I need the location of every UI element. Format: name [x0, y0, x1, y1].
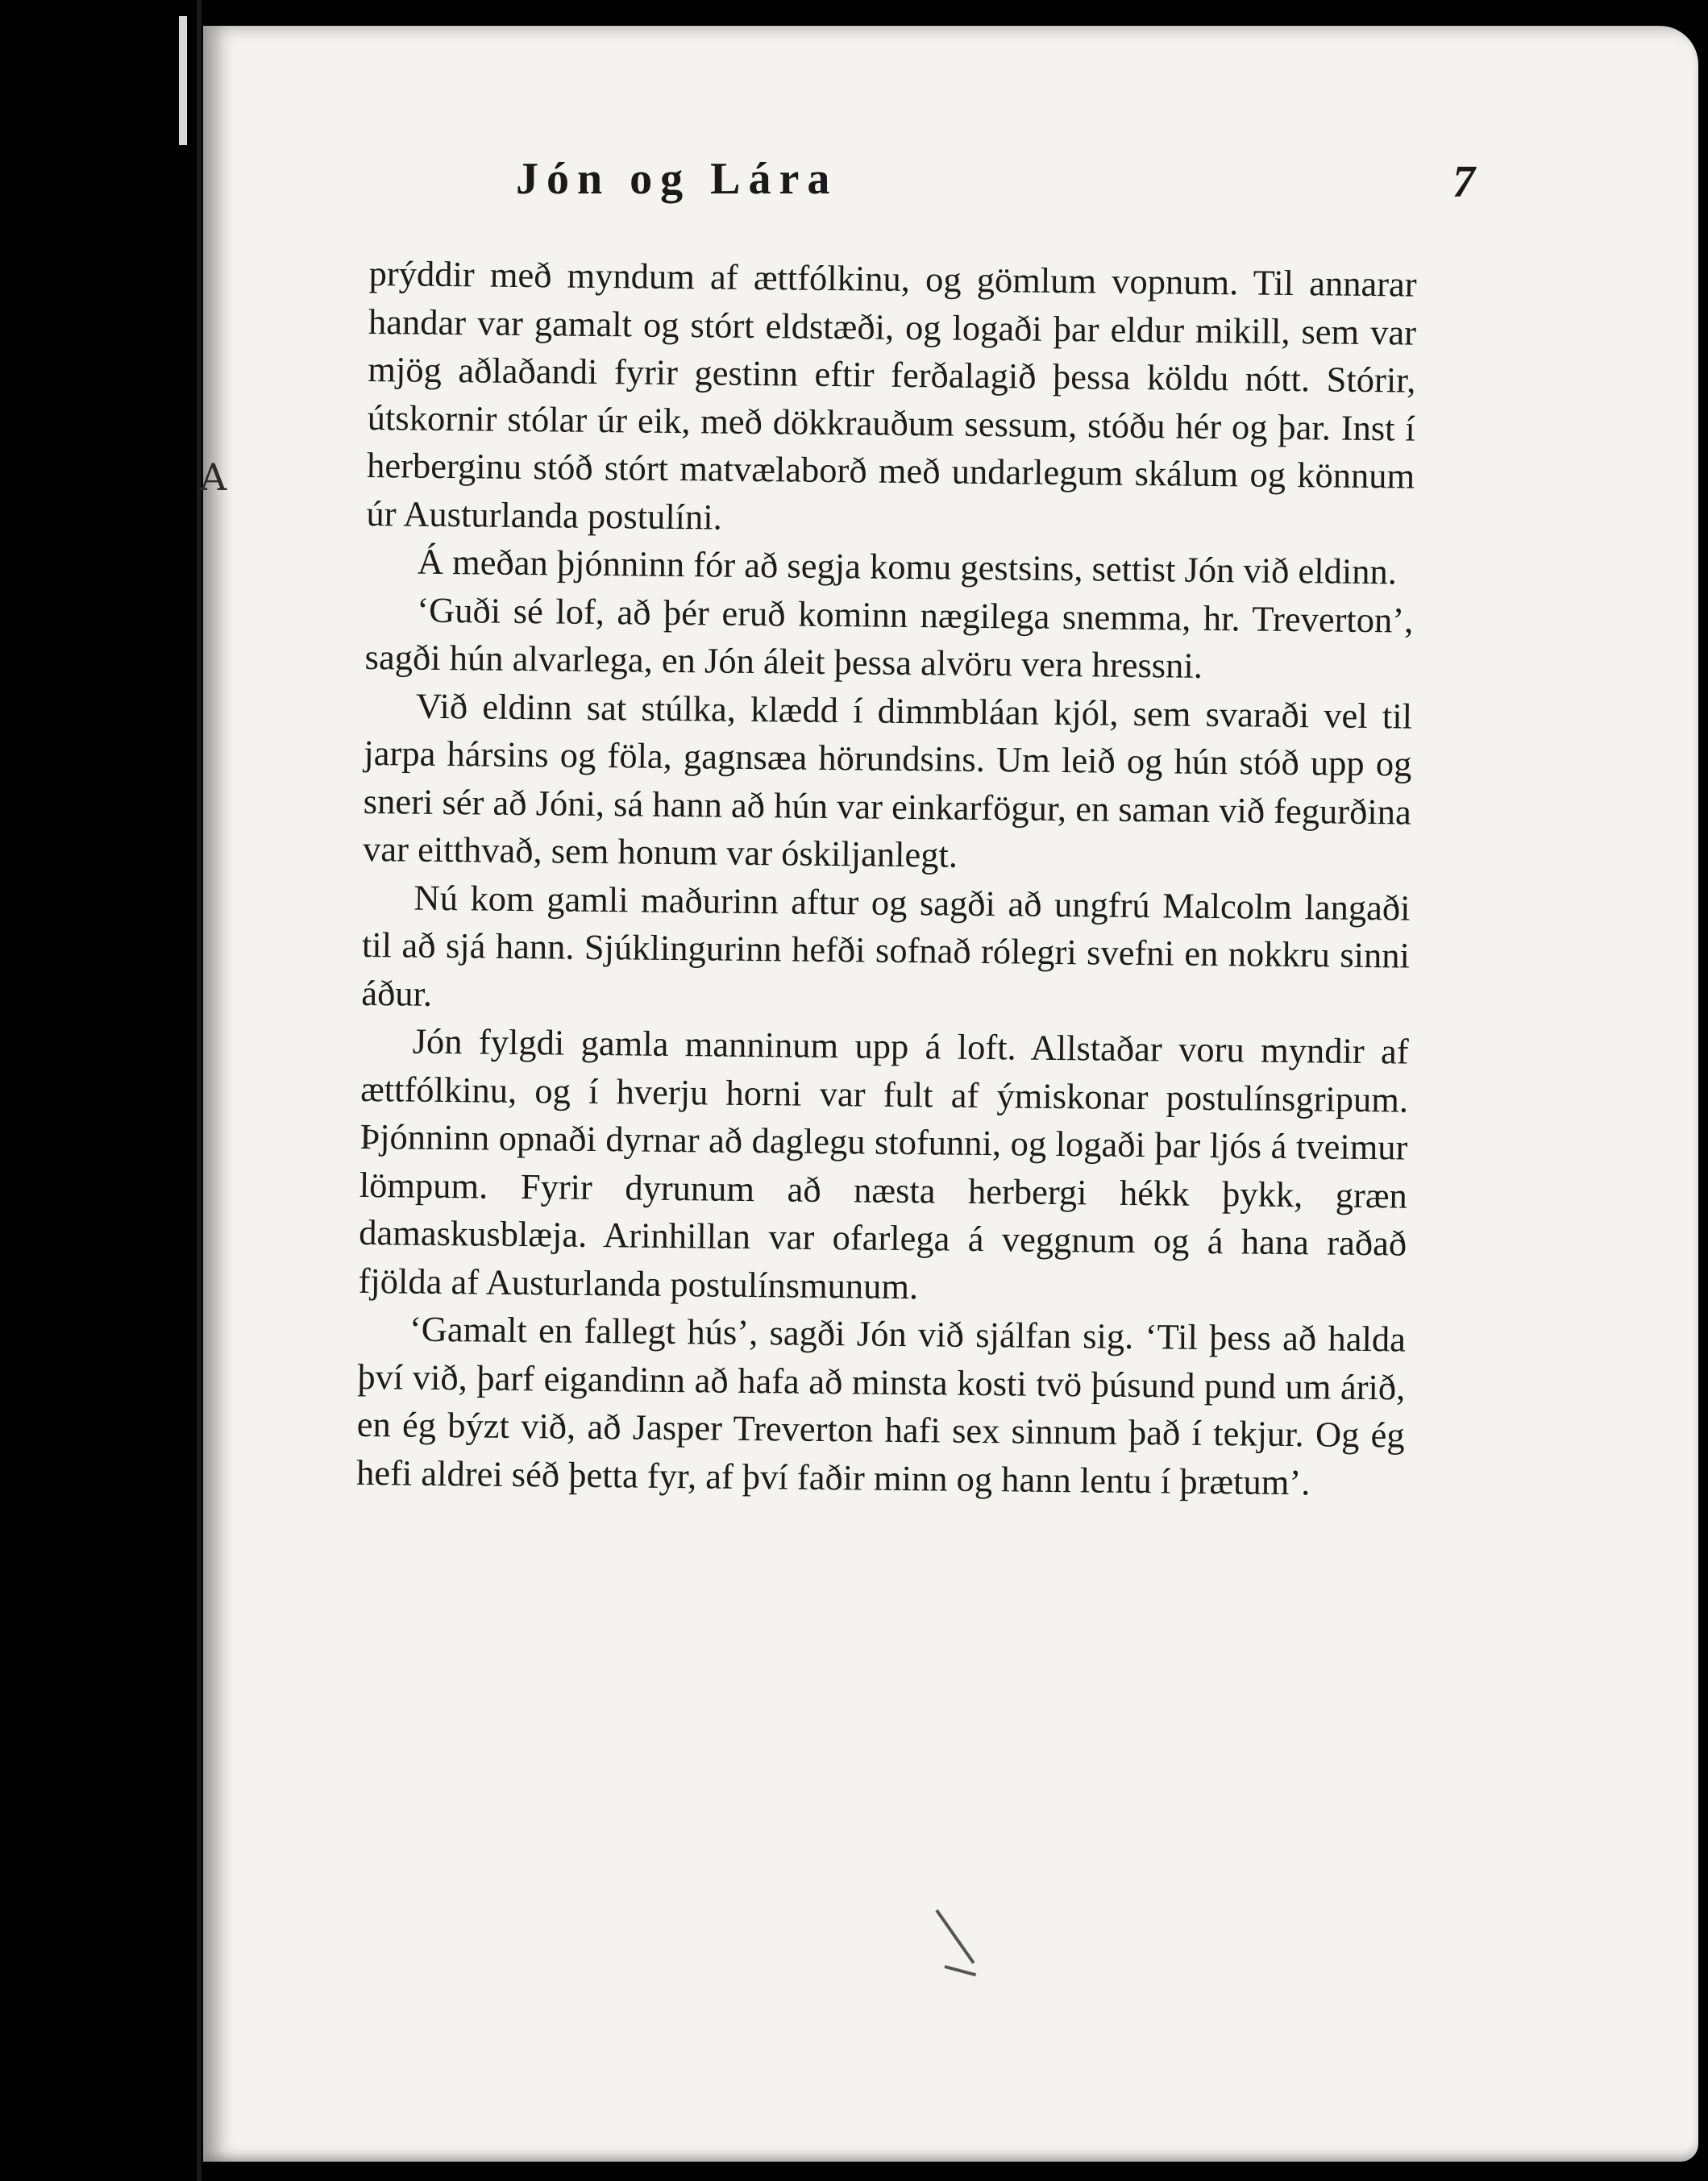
paragraph: ‘Guði sé lof, að þér eruð kominn nægilega snemma, hr. Treverton’, sagði hún alvarlega, en Jón áleit þessa alvöru vera hressni. — [364, 589, 1414, 686]
paragraph: ‘Gamalt en fallegt hús’, sagði Jón við sjálfan sig. ‘Til þess að halda því við, þarf eigandinn að hafa að minsta kosti tvö þúsund pund um árið, en ég býzt við, að Jasper Treverton hafi sex sinnum það í tekjur. Og ég hefi aldrei séð þetta fyr, af því faðir minn og hann lentu í þrætum’. — [355, 1308, 1407, 1502]
paragraph: Á meðan þjónninn fór að segja komu gestsins, settist Jón við eldinn. — [417, 541, 1398, 592]
binding-edge-shadow — [197, 0, 202, 2181]
margin-annotation: A — [200, 455, 227, 499]
paragraph: Nú kom gamli maðurinn aftur og sagði að ungfrú Malcolm langaði til að sjá hann. Sjúklingurinn hefði sofnað rólegri svefni en nokkru sinni áður. — [361, 877, 1411, 1014]
page-header — [516, 153, 1475, 226]
binding-edge-highlight — [179, 16, 187, 145]
paragraph: Jón fylgdi gamla manninum upp á loft. Allstaðar voru myndir af ættfólkinu, og í hverju horni var fult af ýmiskonar postulínsgripum. Þjónninn opnaði dyrnar að daglegu stofunni, og logaði þar ljós á tveimur lömpum. Fyrir dyrunum að næsta herbergi hékk þykk, græn damaskusblæja. Arinhillan var ofarlega á veggnum og á hana raðað fjölda af Austurlanda postulínsmunum. — [358, 1020, 1409, 1307]
paragraph: Við eldinn sat stúlka, klædd í dimmbláan kjól, sem svaraði vel til jarpa hársins og föla, gagnsæa hörundsins. Um leið og hún stóð upp og sneri sér að Jóni, sá hann að hún var einkarfögur, en saman við fegurðina var eitthvað, sem honum var óskiljanlegt. — [362, 685, 1413, 875]
running-title: Jón og Lára — [516, 154, 838, 204]
paragraph: prýddir með myndum af ættfólkinu, og gömlum vopnum. Til annarar handar var gamalt og stórt eldstæði, og logaði þar eldur mikill, sem var mjög aðlaðandi fyrir gestinn eftir ferðalagið þessa köldu nótt. Stórir, útskornir stólar úr eik, með dökkrauðum sessum, stóðu hér og þar. Inst í herberginu stóð stórt matvælaborð með undarlegum skálum og könnum úr Austurlanda postulíni. — [366, 252, 1417, 538]
book-binding — [0, 0, 210, 2181]
body-text — [356, 250, 1417, 1508]
page-number: 7 — [1452, 157, 1475, 207]
